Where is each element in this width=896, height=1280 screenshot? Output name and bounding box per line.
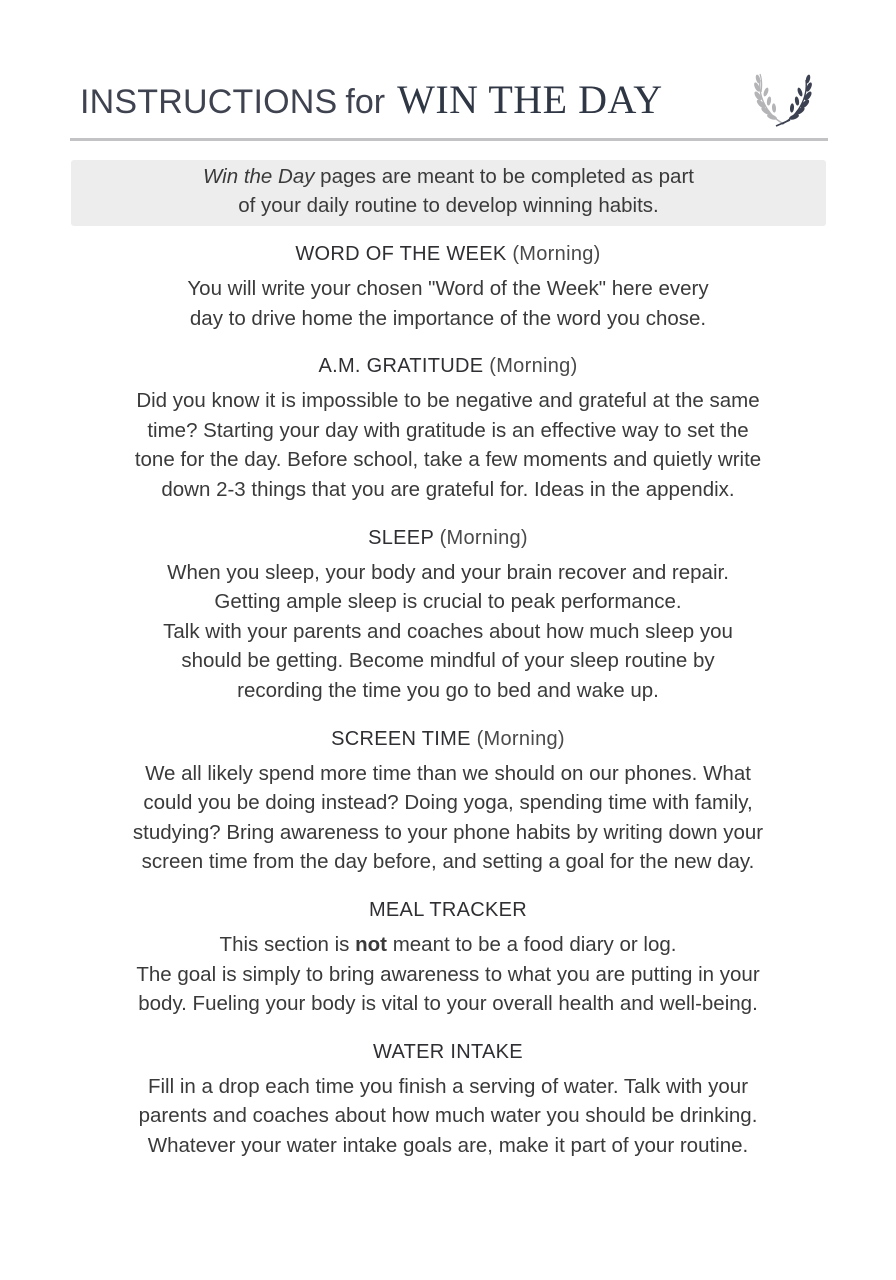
section-line <box>60 930 836 960</box>
section-line: tone for the day. Before school, take a few moments and quietly write <box>134 448 762 472</box>
section-line: Whatever your water intake goals are, make it part of your routine. <box>147 1133 749 1157</box>
title-for: for <box>345 83 386 121</box>
section-line: could you be doing instead? Doing yoga, spending time with family, <box>143 791 753 815</box>
section-line: day to drive home the importance of the word you chose. <box>189 306 707 330</box>
line-text: This section is <box>219 932 356 956</box>
section-line: parents and coaches about how much water you should be drinking. <box>138 1104 758 1128</box>
section-line: Fill in a drop each time you finish a serving of water. Talk with your <box>147 1074 749 1098</box>
section-title <box>60 896 836 924</box>
section-heading: SCREEN TIME <box>331 727 471 750</box>
section-line: Did you know it is impossible to be negative and grateful at the same <box>136 389 760 413</box>
section-line: The goal is simply to bring awareness to what you are putting in your <box>136 962 760 986</box>
section-title <box>60 352 836 380</box>
page-header <box>80 70 830 130</box>
section-heading: SLEEP <box>368 526 434 549</box>
section-word-of-the-week <box>60 240 836 333</box>
page-title <box>80 76 663 133</box>
section-am-gratitude <box>60 352 836 504</box>
section-note: (Morning) <box>489 355 578 378</box>
section-heading: WATER INTAKE <box>373 1040 523 1063</box>
section-line: When you sleep, your body and your brain recover and repair. <box>167 560 729 584</box>
section-line: We all likely spend more time than we should on our phones. What <box>145 761 751 785</box>
section-sleep <box>60 524 836 706</box>
intro-italic: Win the Day <box>203 165 315 188</box>
section-line: time? Starting your day with gratitude is an effective way to set the <box>147 418 749 442</box>
section-heading: A.M. GRATITUDE <box>318 355 484 378</box>
section-line: Getting ample sleep is crucial to peak performance. <box>214 590 682 614</box>
section-screen-time <box>60 725 836 877</box>
instructions-content <box>60 240 836 1160</box>
header-divider <box>70 138 828 141</box>
section-line: should be getting. Become mindful of your sleep routine by <box>181 649 715 673</box>
section-line: recording the time you go to bed and wake up. <box>237 678 659 702</box>
section-note: (Morning) <box>512 243 601 265</box>
intro-line-2: of your daily routine to develop winning habits. <box>238 194 659 217</box>
section-note: (Morning) <box>439 526 528 549</box>
section-line: screen time from the day before, and setting a goal for the new day. <box>141 850 755 874</box>
section-line: Talk with your parents and coaches about how much sleep you <box>163 619 733 643</box>
intro-box <box>71 160 826 226</box>
intro-line-1-rest: pages are meant to be completed as part <box>314 165 694 188</box>
title-brand: WIN THE DAY <box>397 77 663 122</box>
section-line: down 2-3 things that you are grateful for. Ideas in the appendix. <box>161 477 735 501</box>
section-title <box>60 1038 836 1066</box>
section-line: body. Fueling your body is vital to your overall health and well-being. <box>138 992 758 1016</box>
section-title <box>60 725 836 753</box>
section-note: (Morning) <box>476 727 565 750</box>
section-water-intake <box>60 1038 836 1161</box>
section-line: You will write your chosen "Word of the Week" here every <box>187 277 709 300</box>
section-line: studying? Bring awareness to your phone habits by writing down your <box>132 820 764 844</box>
section-title <box>60 240 836 268</box>
line-text: meant to be a food diary or log. <box>387 932 677 956</box>
laurel-wreath-icon <box>746 70 820 130</box>
section-heading: WORD OF THE WEEK <box>295 243 507 265</box>
section-meal-tracker <box>60 896 836 1019</box>
emphasis-text: not <box>355 932 387 956</box>
intro-line-1 <box>71 162 826 191</box>
title-instructions: INSTRUCTIONS <box>80 83 338 121</box>
section-heading: MEAL TRACKER <box>368 898 528 921</box>
section-title <box>60 524 836 552</box>
